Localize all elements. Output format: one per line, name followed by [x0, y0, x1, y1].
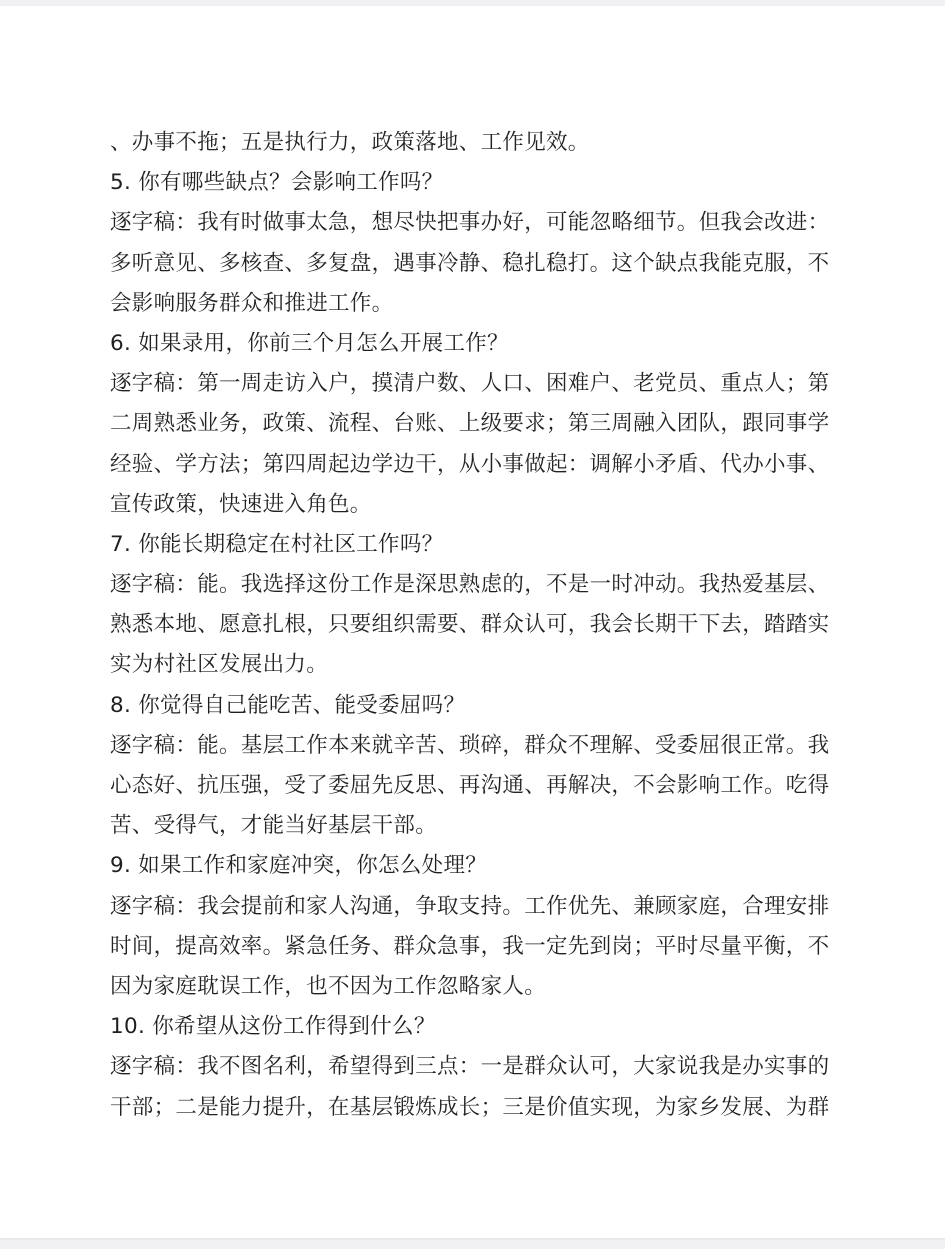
text-line: 、办事不拖；五是执行力，政策落地、工作见效。 [110, 130, 590, 155]
document-body [110, 123, 835, 1128]
text-line: 干部；二是能力提升，在基层锻炼成长；三是价值实现，为家乡发展、为群 [110, 1094, 830, 1120]
text-line: 心态好、抗压强，受了委屈先反思、再沟通、再解决，不会影响工作。吃得 [110, 773, 830, 798]
text-line: 因为家庭耽误工作，也不因为工作忽略家人。 [110, 973, 547, 999]
text-line: 宣传政策，快速进入角色。 [110, 491, 372, 517]
text-line: 多听意见、多核查、多复盘，遇事冷静、稳扎稳打。这个缺点我能克服，不 [110, 250, 830, 276]
document-page [0, 6, 945, 1238]
question-heading: 10. 你希望从这份工作得到什么？ [110, 1014, 436, 1040]
question-heading: 8. 你觉得自己能吃苦、能受委屈吗？ [110, 692, 466, 718]
text-line: 经验、学方法；第四周起边学边干，从小事做起：调解小矛盾、代办小事、 [110, 451, 830, 477]
text-line: 逐字稿：我不图名利，希望得到三点：一是群众认可，大家说我是办实事的 [110, 1054, 830, 1080]
question-heading: 9. 如果工作和家庭冲突，你怎么处理？ [110, 853, 488, 879]
question-heading: 7. 你能长期稳定在村社区工作吗？ [110, 531, 444, 557]
text-line: 逐字稿：能。基层工作本来就辛苦、琐碎，群众不理解、受委屈很正常。我 [110, 732, 830, 758]
text-line: 实为村社区发展出力。 [110, 652, 329, 678]
text-line: 逐字稿：我会提前和家人沟通，争取支持。工作优先、兼顾家庭，合理安排 [110, 893, 830, 919]
text-line: 二周熟悉业务，政策、流程、台账、上级要求；第三周融入团队，跟同事学 [110, 411, 830, 437]
text-line: 逐字稿：我有时做事太急，想尽快把事办好，可能忽略细节。但我会改进： [110, 210, 830, 236]
text-line: 熟悉本地、愿意扎根，只要组织需要、群众认可，我会长期干下去，踏踏实 [110, 612, 830, 638]
question-heading: 6. 如果录用，你前三个月怎么开展工作？ [110, 330, 509, 356]
question-heading: 5. 你有哪些缺点？会影响工作吗？ [110, 170, 444, 196]
text-line: 时间，提高效率。紧急任务、群众急事，我一定先到岗；平时尽量平衡，不 [110, 933, 830, 959]
text-line: 苦、受得气，才能当好基层干部。 [110, 813, 438, 839]
text-line: 会影响服务群众和推进工作。 [110, 290, 394, 316]
text-line: 逐字稿：能。我选择这份工作是深思熟虑的，不是一时冲动。我热爱基层、 [110, 572, 830, 598]
text-line: 逐字稿：第一周走访入户，摸清户数、人口、困难户、老党员、重点人；第 [110, 371, 830, 397]
